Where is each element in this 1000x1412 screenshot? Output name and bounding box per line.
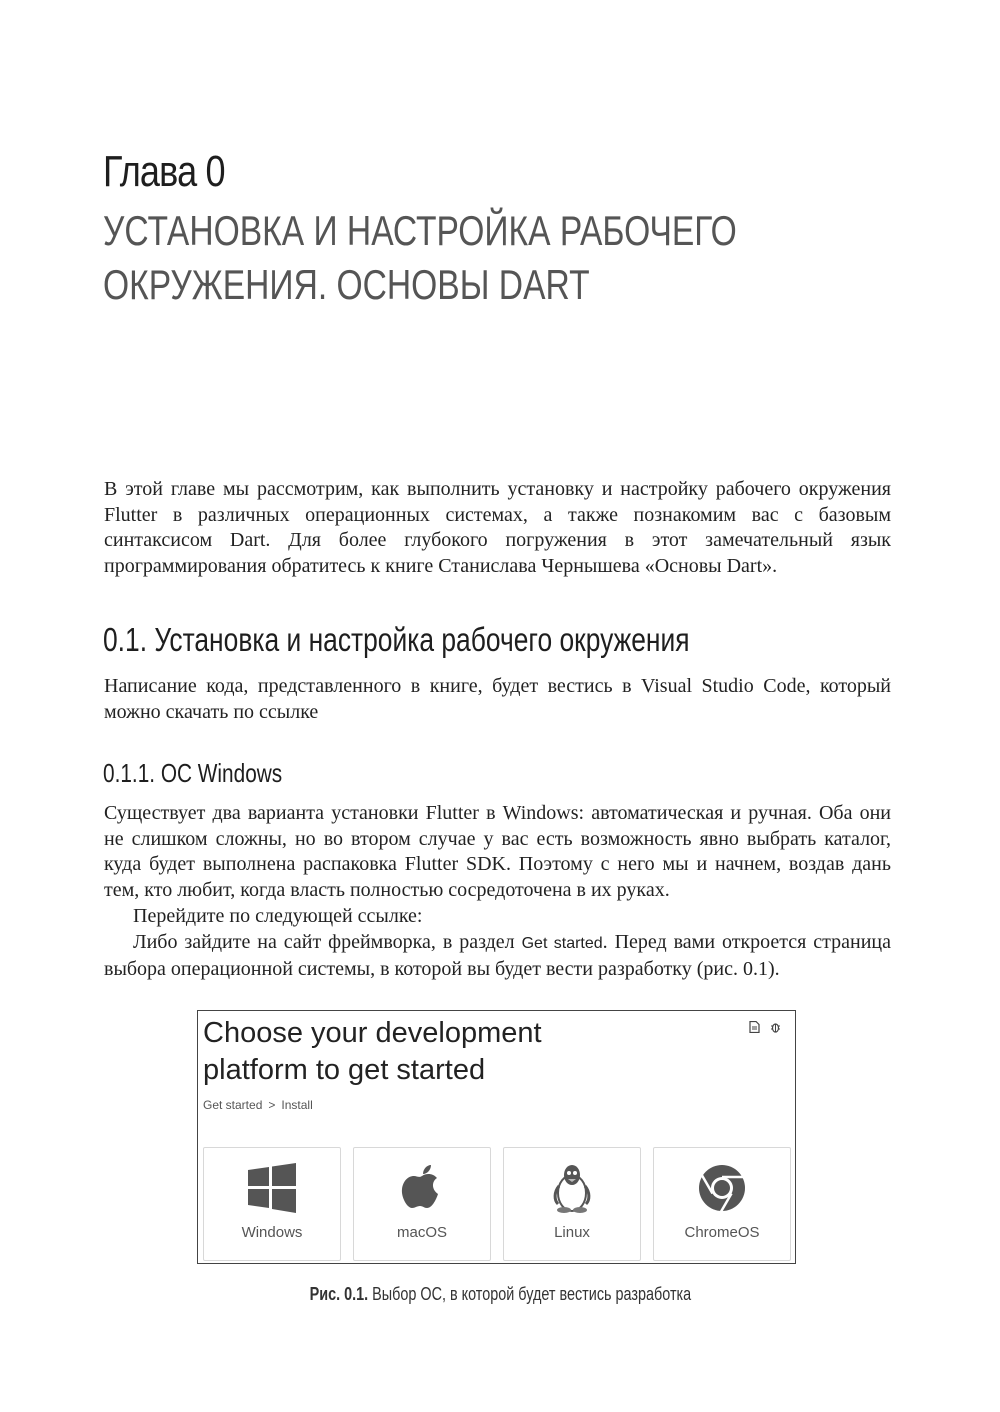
get-started-ref: Get started (521, 935, 603, 952)
chrome-icon (696, 1162, 748, 1214)
caption-label: Рис. 0.1. (309, 1284, 368, 1304)
apple-icon (396, 1162, 448, 1214)
figure-toolbar (749, 1021, 781, 1036)
breadcrumb-install[interactable]: Install (281, 1098, 313, 1112)
chevron-right-icon: > (268, 1098, 276, 1112)
get-started-paragraph (104, 930, 891, 982)
link-paragraph: Перейдите по следующей ссылке: (133, 905, 423, 927)
text-fragment: Либо зайдите на сайт фреймворка, в раздел (133, 931, 522, 953)
platform-label: macOS (396, 1224, 447, 1241)
platform-card-windows[interactable] (203, 1147, 341, 1261)
subsection-heading: 0.1.1. ОС Windows (103, 758, 283, 788)
platform-figure (197, 1010, 796, 1264)
text-fragment: . Перед вами откроется страница выбора операционной системы, в которой вы будет вести разработку (рис. 0.1). (104, 931, 891, 980)
platform-card-macos[interactable] (353, 1147, 491, 1261)
breadcrumb-get-started[interactable]: Get started (203, 1098, 263, 1112)
intro-paragraph: В этой главе мы рассмотрим, как выполнить установку и настройку рабочего окружения Flutter в различных операционных системах, а также познакомим вас с базовым синтаксисом Dart. Для более глубокого погружения в этот замечательный язык программирования обратитесь к книге Станислава Чернышева «Основы Dart». (104, 478, 891, 577)
chapter-title-line: ОКРУЖЕНИЯ. ОСНОВЫ DART (103, 261, 590, 308)
figure-caption (0, 1284, 1000, 1305)
platform-card-chromeos[interactable] (653, 1147, 791, 1261)
figure-title (203, 1015, 542, 1089)
breadcrumb (203, 1098, 313, 1112)
platform-label: Windows (241, 1224, 303, 1241)
bug-icon[interactable] (770, 1021, 781, 1036)
platform-card-linux[interactable] (503, 1147, 641, 1261)
document-icon[interactable] (749, 1021, 760, 1036)
platform-label: ChromeOS (684, 1224, 760, 1241)
chapter-number: Глава 0 (103, 147, 225, 196)
linux-icon (546, 1162, 598, 1214)
platform-label: Linux (554, 1224, 590, 1241)
windows-icon (246, 1162, 298, 1214)
windows-paragraph: Существует два варианта установки Flutter в Windows: автоматическая и ручная. Оба они не слишком сложны, но во втором случае у вас есть возможность явно выбрать каталог, куда будет выполнена распаковка Flutter SDK. Поэтому с него мы и начнем, воздав дань тем, кто любит, когда власть полностью сосредоточена в их руках. (104, 802, 891, 901)
section-heading: 0.1. Установка и настройка рабочего окружения (103, 621, 690, 658)
figure-title-line: Choose your development (203, 1017, 542, 1049)
chapter-title-line: УСТАНОВКА И НАСТРОЙКА РАБОЧЕГО (103, 207, 737, 254)
platform-cards (203, 1147, 791, 1259)
section-paragraph: Написание кода, представленного в книге, будет вестись в Visual Studio Code, который можно скачать по ссылке (104, 675, 891, 723)
figure-title-line: platform to get started (203, 1054, 486, 1086)
chapter-title (103, 204, 823, 312)
caption-text: Выбор ОС, в которой будет вестись разработка (367, 1284, 691, 1304)
